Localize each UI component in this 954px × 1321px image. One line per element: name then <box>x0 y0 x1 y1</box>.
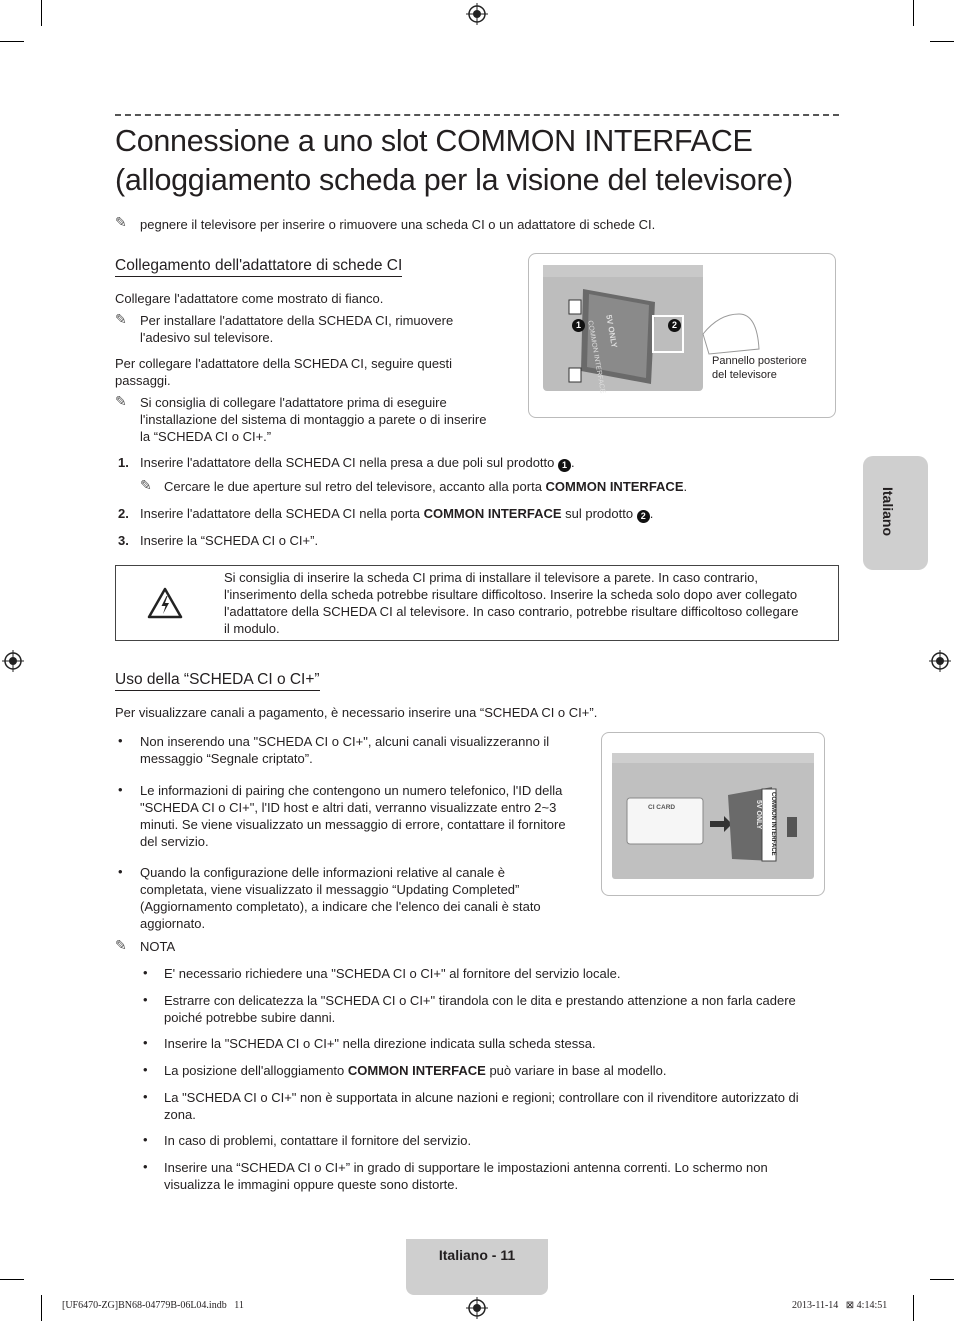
bullet: • <box>143 1132 148 1147</box>
section-heading-ci-card: Uso della “SCHEDA CI o CI+” <box>115 671 320 691</box>
registration-mark-icon <box>929 650 951 672</box>
paragraph: Collegare l'adattatore come mostrato di fianco. <box>115 291 384 306</box>
registration-mark-icon <box>2 650 24 672</box>
figure-caption: Pannello posteriore del televisore <box>712 355 807 381</box>
bullet: • <box>143 992 148 1007</box>
list-item: Non inserendo una "SCHEDA CI o CI+", alcuni canali visualizzeranno il messaggio “Segnale criptato”. <box>140 734 550 766</box>
ci-card-label: CI CARD <box>648 804 676 811</box>
step-3: Inserire la “SCHEDA CI o CI+”. <box>140 533 319 548</box>
list-item: Quando la configurazione delle informazioni relative al canale è completata, viene visualizzato il messaggio “Updating Completed” (Aggiornamento completato), a indicare che l'elenco dei canali è stato aggiornato. <box>140 865 541 931</box>
title-rule <box>115 114 839 116</box>
page-title: Connessione a uno slot COMMON INTERFACE (alloggiamento scheda per la visione del televisore) <box>115 124 793 197</box>
pencil-note-icon: ✎ <box>115 214 127 230</box>
pencil-note-icon: ✎ <box>115 311 127 327</box>
pencil-note-icon: ✎ <box>115 937 127 953</box>
print-timestamp: 2013-11-14 ⊠ 4:14:51 <box>792 1300 888 1311</box>
ci-card-figure <box>601 732 825 896</box>
warning-text: Si consiglia di inserire la scheda CI prima di installare il televisore a parete. In caso contrario, l'inserimento della scheda potrebbe risultare difficoltoso. Inserire la scheda solo dopo aver collegato l'adattatore della SCHEDA CI al televisore. In caso contrario, potrebbe risultare difficoltoso collegare il modulo. <box>224 570 799 636</box>
bullet: • <box>143 1159 148 1174</box>
bullet: • <box>143 1062 148 1077</box>
figure-label-1: 1 <box>572 314 585 332</box>
nota-label: NOTA <box>140 939 176 954</box>
list-item: Le informazioni di pairing che contengono un numero telefonico, l'ID della "SCHEDA CI o CI+", l'ID host e altri dati, verranno visualizzate entro 2~3 minuti. Se viene visualizzato un messaggio di errore, contattare il fornitore del servizio. <box>140 783 566 849</box>
figure-label-2: 2 <box>668 314 681 332</box>
pencil-note-icon: ✎ <box>140 477 152 493</box>
bullet: • <box>143 1089 148 1104</box>
registration-mark-icon <box>466 1297 488 1319</box>
page-number: Italiano - 11 <box>438 1247 516 1263</box>
bullet: • <box>118 864 123 879</box>
registration-mark-icon <box>466 3 488 25</box>
bullet: • <box>118 782 123 797</box>
figure-port-label: COMMON INTERFACE <box>586 320 606 394</box>
note-item: Inserire la "SCHEDA CI o CI+" nella direzione indicata sulla scheda stessa. <box>164 1036 596 1051</box>
note-item: Estrarre con delicatezza la "SCHEDA CI o CI+" tirandola con le dita e prestando attenzione a non farla cadere poiché potrebbe subire danni. <box>164 993 796 1025</box>
paragraph: Per visualizzare canali a pagamento, è necessario inserire una “SCHEDA CI o CI+”. <box>115 705 598 720</box>
bullet: • <box>118 733 123 748</box>
step-2: Inserire l'adattatore della SCHEDA CI nella porta COMMON INTERFACE sul prodotto 2 . <box>140 506 654 521</box>
paragraph: Per collegare l'adattatore della SCHEDA CI, seguire questi passaggi. <box>115 356 453 388</box>
language-tab-label: Italiano <box>880 487 896 537</box>
note-item: La "SCHEDA CI o CI+" non è supportata in alcune nazioni e regioni; controllare con il rivenditore autorizzato di zona. <box>164 1090 799 1122</box>
note: Si consiglia di collegare l'adattatore prima di eseguire l'installazione del sistema di montaggio a parete o di inserire la “SCHEDA CI o CI+.” <box>140 395 487 444</box>
adapter-figure <box>528 253 836 418</box>
note: Per installare l'adattatore della SCHEDA CI, rimuovere l'adesivo sul televisore. <box>140 313 454 345</box>
pencil-note-icon: ✎ <box>115 393 127 409</box>
note-item: La posizione dell'alloggiamento COMMON INTERFACE può variare in base al modello. <box>164 1063 667 1078</box>
step-number: 3. <box>118 533 129 548</box>
warning-triangle-icon <box>147 587 183 619</box>
note-item: Inserire una “SCHEDA CI o CI+” in grado di supportare le impostazioni antenna correnti. Lo schermo non visualizza le immagini oppure queste sono distorte. <box>164 1160 768 1192</box>
step-1-note: Cercare le due aperture sul retro del televisore, accanto alla porta COMMON INTERFACE. <box>164 479 688 494</box>
figure-port-voltage: 5V ONLY <box>604 314 619 349</box>
step-number: 1. <box>118 455 129 470</box>
bullet: • <box>143 1035 148 1050</box>
note-item: In caso di problemi, contattare il fornitore del servizio. <box>164 1133 472 1148</box>
slot-voltage: 5V ONLY <box>755 800 762 830</box>
note-item: E' necessario richiedere una "SCHEDA CI o CI+" al fornitore del servizio locale. <box>164 966 621 981</box>
step-1: Inserire l'adattatore della SCHEDA CI nella presa a due poli sul prodotto 1 . <box>140 455 575 470</box>
step-number: 2. <box>118 506 129 521</box>
intro-note: pegnere il televisore per inserire o rimuovere una scheda CI o un adattatore di schede CI. <box>140 217 656 232</box>
slot-label: COMMON INTERFACE <box>770 792 776 856</box>
file-info: [UF6470-ZG]BN68-04779B-06L04.indb 11 <box>62 1300 244 1311</box>
bullet: • <box>143 965 148 980</box>
section-heading-adapter: Collegamento dell'adattatore di schede CI <box>115 257 402 277</box>
